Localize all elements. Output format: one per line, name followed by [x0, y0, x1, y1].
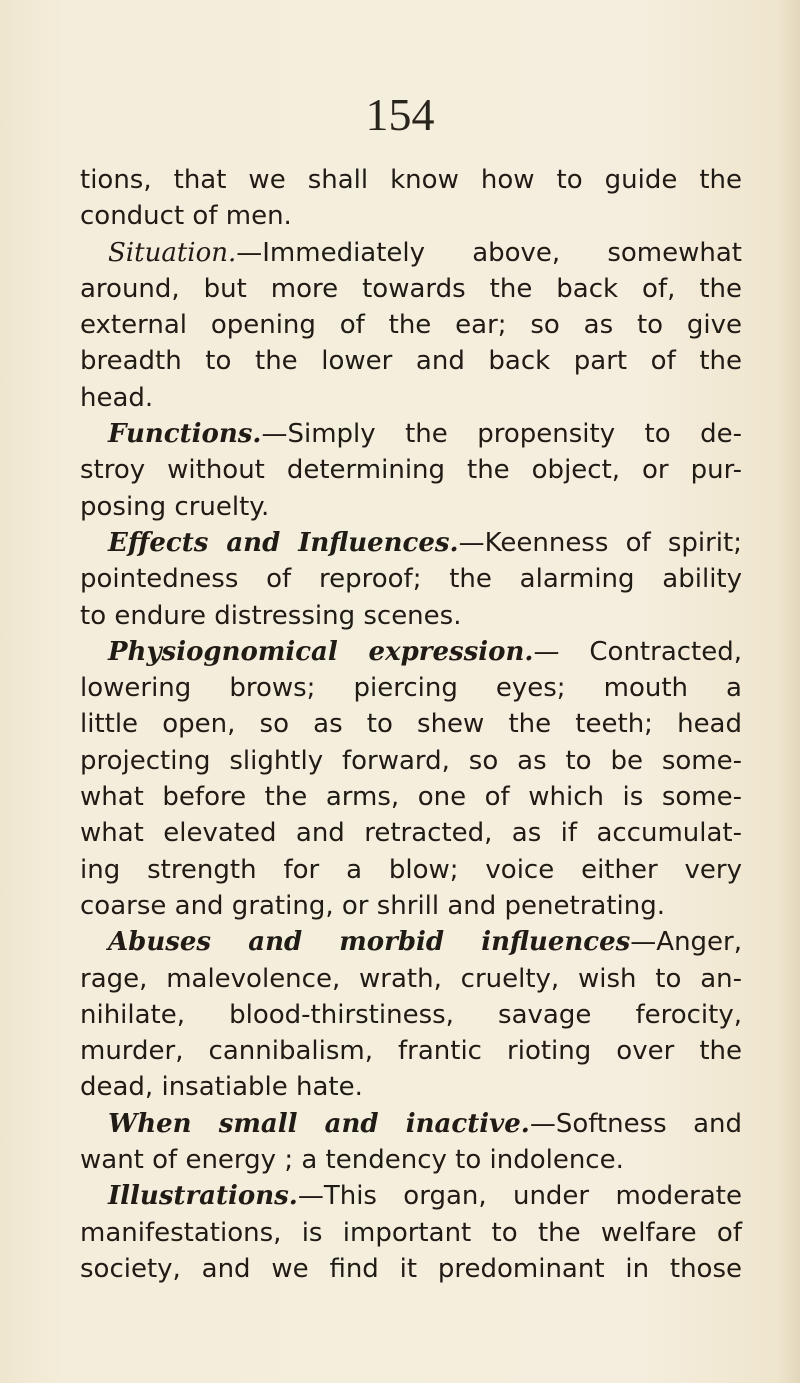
section-abuses-line: Abuses and morbid influences—Anger,	[108, 927, 742, 958]
section-heading-functions: Functions.	[108, 419, 262, 450]
text-line: lowering brows; piercing eyes; mouth a	[80, 673, 742, 704]
text-line: dead, insatiable hate.	[80, 1072, 363, 1103]
page-number: 154	[365, 89, 435, 140]
section-physiognomical-line: Physiognomical expression.— Contracted,	[108, 636, 742, 667]
text-line: ing strength for a blow; voice either very	[80, 854, 742, 885]
text-line: projecting slightly forward, so as to be some-	[80, 745, 742, 776]
section-heading-when-small: When small and inactive.	[108, 1108, 530, 1139]
page-edge-shadow	[778, 0, 800, 1383]
section-effects-line: Effects and Influences.—Keenness of spirit;	[108, 527, 742, 558]
section-illustrations-line: Illustrations.—This organ, under moderate	[108, 1181, 742, 1212]
text-line: want of energy ; a tendency to indolence.	[80, 1145, 624, 1176]
text-line: society, and we find it predominant in those	[80, 1253, 742, 1284]
text-line: murder, cannibalism, frantic rioting over the	[80, 1036, 742, 1067]
text-line: nihilate, blood-thirstiness, savage ferocity,	[80, 999, 742, 1030]
text-line: head.	[80, 382, 154, 413]
page-body-text	[80, 162, 742, 1287]
text-line: rage, malevolence, wrath, cruelty, wish to an-	[80, 963, 742, 994]
text-line: what elevated and retracted, as if accumulat-	[80, 818, 742, 849]
section-functions-line: Functions.—Simply the propensity to de-	[108, 419, 742, 450]
text-line: external opening of the ear; so as to give	[80, 310, 742, 341]
text-line: conduct of men.	[80, 201, 292, 232]
section-heading-effects: Effects and Influences.	[108, 527, 459, 558]
text-line: what before the arms, one of which is some-	[80, 782, 742, 813]
text-line: coarse and grating, or shrill and penetrating.	[80, 890, 666, 921]
text-line: posing cruelty.	[80, 491, 270, 522]
section-heading-physiognomical: Physiognomical expression.	[108, 636, 534, 667]
text-line: manifestations, is important to the welfare of	[80, 1217, 742, 1248]
section-heading-situation: Situation.	[108, 237, 237, 268]
section-heading-abuses: Abuses and morbid influences	[108, 927, 631, 958]
section-when-small-line: When small and inactive.—Softness and	[108, 1108, 742, 1139]
section-situation-line: Situation.—Immediately above, somewhat	[108, 237, 742, 268]
text-line: pointedness of reproof; the alarming ability	[80, 564, 742, 595]
text-line: breadth to the lower and back part of the	[80, 346, 742, 377]
text-line: around, but more towards the back of, the	[80, 273, 742, 304]
text-line: tions, that we shall know how to guide the	[80, 165, 742, 195]
text-line: to endure distressing scenes.	[80, 600, 462, 631]
text-line: little open, so as to shew the teeth; head	[80, 709, 742, 740]
text-line: stroy without determining the object, or pur-	[80, 455, 742, 486]
section-heading-illustrations: Illustrations.	[108, 1181, 298, 1212]
